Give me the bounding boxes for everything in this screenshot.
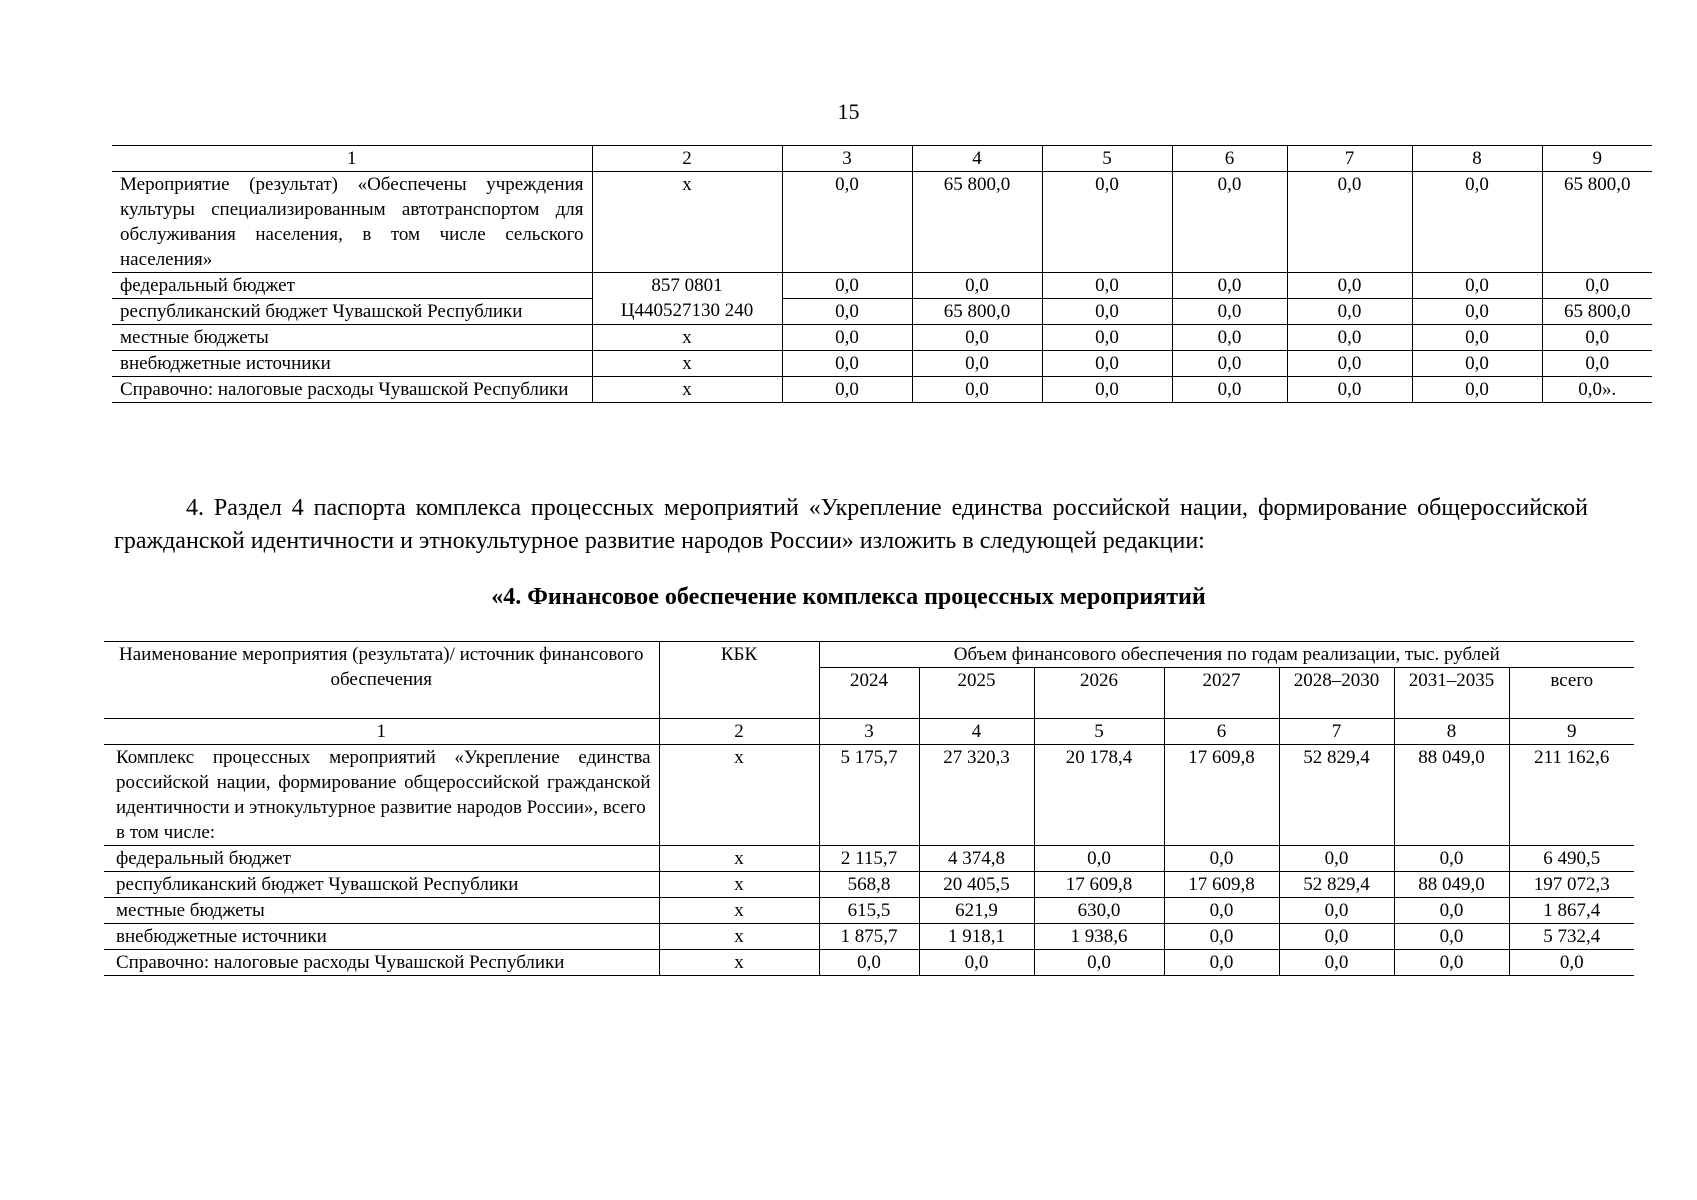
row-value: 20 405,5 — [919, 872, 1034, 898]
row-value: 52 829,4 — [1279, 745, 1394, 846]
row-value: 0,0 — [1412, 377, 1542, 403]
row-kbk: х — [659, 846, 819, 872]
col-number: 5 — [1034, 719, 1164, 745]
header-name: Наименование мероприятия (результата)/ источник финансового обеспечения — [104, 642, 659, 719]
row-value: 0,0 — [1287, 273, 1412, 299]
bottom-financing-table — [104, 641, 1634, 976]
row-value: 0,0 — [912, 351, 1042, 377]
header-year: 2025 — [919, 668, 1034, 719]
row-value: 0,0 — [1164, 924, 1279, 950]
kbk-line: 857 0801 — [651, 275, 723, 296]
row-value: 0,0 — [1394, 846, 1509, 872]
col-number: 3 — [819, 719, 919, 745]
header-year: 2027 — [1164, 668, 1279, 719]
row-value: 0,0 — [1412, 351, 1542, 377]
row-value: 0,0 — [1287, 299, 1412, 325]
row-value: 0,0 — [1042, 325, 1172, 351]
row-value: 0,0 — [1042, 377, 1172, 403]
row-value: 0,0 — [1412, 172, 1542, 273]
table-row — [104, 950, 1634, 976]
row-value: 0,0». — [1542, 377, 1652, 403]
row-value: 0,0 — [1172, 351, 1287, 377]
row-value: 0,0 — [782, 325, 912, 351]
row-value: 1 938,6 — [1034, 924, 1164, 950]
row-value: 17 609,8 — [1164, 872, 1279, 898]
amendment-paragraph: 4. Раздел 4 паспорта комплекса процессных мероприятий «Укрепление единства российской нации, формирование общероссийской гражданской идентичности и этнокультурное развитие народов России» изложить в следующей редакции: — [114, 495, 1588, 554]
row-value: 0,0 — [782, 351, 912, 377]
row-value: 1 867,4 — [1509, 898, 1634, 924]
col-number: 3 — [782, 146, 912, 172]
row-name: Мероприятие (результат) «Обеспечены учреждения культуры специализированным автотранспортом для обслуживания населения, в том числе сельского населения» — [112, 172, 592, 273]
header-year: всего — [1509, 668, 1634, 719]
row-value: 1 918,1 — [919, 924, 1034, 950]
row-value: 65 800,0 — [912, 172, 1042, 273]
col-number: 2 — [659, 719, 819, 745]
row-value: 0,0 — [1279, 898, 1394, 924]
col-number: 4 — [919, 719, 1034, 745]
header-kbk: КБК — [659, 642, 819, 719]
row-value: 65 800,0 — [1542, 299, 1652, 325]
row-value: 5 732,4 — [1509, 924, 1634, 950]
row-value: 0,0 — [782, 172, 912, 273]
row-value: 0,0 — [1172, 325, 1287, 351]
row-value: 0,0 — [1394, 898, 1509, 924]
row-kbk: х — [592, 325, 782, 351]
row-name-text: Комплекс процессных мероприятий «Укрепление единства российской нации, формирование общероссийской гражданской идентичности и этнокультурное развитие народов России», всего — [116, 747, 651, 818]
row-value: 0,0 — [1542, 351, 1652, 377]
row-name: внебюджетные источники — [104, 924, 659, 950]
row-name: Справочно: налоговые расходы Чувашской Республики — [112, 377, 592, 403]
row-value: 0,0 — [1164, 950, 1279, 976]
row-value: 0,0 — [1042, 273, 1172, 299]
table-row — [112, 351, 1652, 377]
row-value: 0,0 — [1287, 172, 1412, 273]
col-number: 9 — [1542, 146, 1652, 172]
header-volume: Объем финансового обеспечения по годам реализации, тыс. рублей — [819, 642, 1634, 668]
row-kbk: х — [659, 872, 819, 898]
row-name: Справочно: налоговые расходы Чувашской Республики — [104, 950, 659, 976]
row-value: 4 374,8 — [919, 846, 1034, 872]
table-row — [112, 172, 1652, 273]
table-row — [104, 924, 1634, 950]
row-value: 197 072,3 — [1509, 872, 1634, 898]
col-number-row — [112, 146, 1652, 172]
row-value: 211 162,6 — [1509, 745, 1634, 846]
row-value: 65 800,0 — [912, 299, 1042, 325]
row-value: 0,0 — [1287, 351, 1412, 377]
header-year: 2031–2035 — [1394, 668, 1509, 719]
header-year: 2026 — [1034, 668, 1164, 719]
row-kbk: х — [592, 351, 782, 377]
row-value: 27 320,3 — [919, 745, 1034, 846]
row-value: 0,0 — [1034, 950, 1164, 976]
header-row — [104, 642, 1634, 668]
row-value: 0,0 — [782, 273, 912, 299]
col-number: 8 — [1412, 146, 1542, 172]
row-value: 0,0 — [1394, 924, 1509, 950]
col-number-row — [104, 719, 1634, 745]
row-value: 20 178,4 — [1034, 745, 1164, 846]
row-kbk: х — [592, 172, 782, 273]
col-number: 2 — [592, 146, 782, 172]
row-name: местные бюджеты — [104, 898, 659, 924]
col-number: 7 — [1287, 146, 1412, 172]
row-value: 0,0 — [912, 273, 1042, 299]
row-value: 0,0 — [782, 299, 912, 325]
table-row — [104, 745, 1634, 846]
row-name: республиканский бюджет Чувашской Республики — [112, 299, 592, 325]
col-number: 1 — [104, 719, 659, 745]
row-value: 0,0 — [1542, 325, 1652, 351]
row-kbk: х — [659, 950, 819, 976]
row-name: внебюджетные источники — [112, 351, 592, 377]
row-value: 88 049,0 — [1394, 872, 1509, 898]
row-kbk: х — [659, 924, 819, 950]
top-financing-table — [112, 145, 1652, 403]
row-value: 0,0 — [1509, 950, 1634, 976]
table-row — [112, 299, 1652, 325]
row-value: 0,0 — [1034, 846, 1164, 872]
row-name: местные бюджеты — [112, 325, 592, 351]
row-value: 0,0 — [912, 325, 1042, 351]
row-value: 0,0 — [1164, 898, 1279, 924]
table-row — [104, 872, 1634, 898]
row-value: 0,0 — [1172, 273, 1287, 299]
col-number: 1 — [112, 146, 592, 172]
row-value: 0,0 — [1279, 924, 1394, 950]
row-value: 568,8 — [819, 872, 919, 898]
row-value: 0,0 — [919, 950, 1034, 976]
table-row — [104, 846, 1634, 872]
row-kbk: х — [592, 377, 782, 403]
row-value: 17 609,8 — [1164, 745, 1279, 846]
row-value: 0,0 — [1412, 299, 1542, 325]
col-number: 6 — [1164, 719, 1279, 745]
col-number: 6 — [1172, 146, 1287, 172]
table-row — [112, 377, 1652, 403]
row-value: 0,0 — [1287, 377, 1412, 403]
row-value: 0,0 — [819, 950, 919, 976]
table-row — [112, 273, 1652, 299]
header-year: 2028–2030 — [1279, 668, 1394, 719]
row-value: 0,0 — [782, 377, 912, 403]
row-value: 0,0 — [1042, 351, 1172, 377]
row-value: 1 875,7 — [819, 924, 919, 950]
page-number: 15 — [837, 99, 860, 124]
row-kbk: х — [659, 745, 819, 846]
table-row — [104, 898, 1634, 924]
row-value: 2 115,7 — [819, 846, 919, 872]
row-value: 0,0 — [1172, 377, 1287, 403]
row-value: 0,0 — [1172, 299, 1287, 325]
row-value: 621,9 — [919, 898, 1034, 924]
row-kbk — [592, 273, 782, 325]
row-name: федеральный бюджет — [112, 273, 592, 299]
row-value: 0,0 — [1172, 172, 1287, 273]
header-year: 2024 — [819, 668, 919, 719]
row-value: 0,0 — [1542, 273, 1652, 299]
row-name: федеральный бюджет — [104, 846, 659, 872]
row-value: 0,0 — [1042, 299, 1172, 325]
row-value: 5 175,7 — [819, 745, 919, 846]
row-value: 52 829,4 — [1279, 872, 1394, 898]
row-name: республиканский бюджет Чувашской Республики — [104, 872, 659, 898]
row-value: 0,0 — [1412, 273, 1542, 299]
row-value: 0,0 — [1412, 325, 1542, 351]
kbk-line: Ц440527130 240 — [620, 300, 754, 321]
row-value: 65 800,0 — [1542, 172, 1652, 273]
row-value: 17 609,8 — [1034, 872, 1164, 898]
row-name — [104, 745, 659, 846]
row-value: 0,0 — [1287, 325, 1412, 351]
table-row — [112, 325, 1652, 351]
row-kbk: х — [659, 898, 819, 924]
row-value: 0,0 — [1279, 846, 1394, 872]
row-value: 0,0 — [1394, 950, 1509, 976]
col-number: 8 — [1394, 719, 1509, 745]
col-number: 5 — [1042, 146, 1172, 172]
row-value: 0,0 — [1042, 172, 1172, 273]
row-value: 615,5 — [819, 898, 919, 924]
row-name-extra: в том числе: — [116, 822, 216, 843]
section-heading: «4. Финансовое обеспечение комплекса процессных мероприятий — [491, 584, 1206, 610]
col-number: 4 — [912, 146, 1042, 172]
row-value: 6 490,5 — [1509, 846, 1634, 872]
row-value: 88 049,0 — [1394, 745, 1509, 846]
row-value: 630,0 — [1034, 898, 1164, 924]
row-value: 0,0 — [1279, 950, 1394, 976]
row-value: 0,0 — [912, 377, 1042, 403]
col-number: 9 — [1509, 719, 1634, 745]
col-number: 7 — [1279, 719, 1394, 745]
row-value: 0,0 — [1164, 846, 1279, 872]
